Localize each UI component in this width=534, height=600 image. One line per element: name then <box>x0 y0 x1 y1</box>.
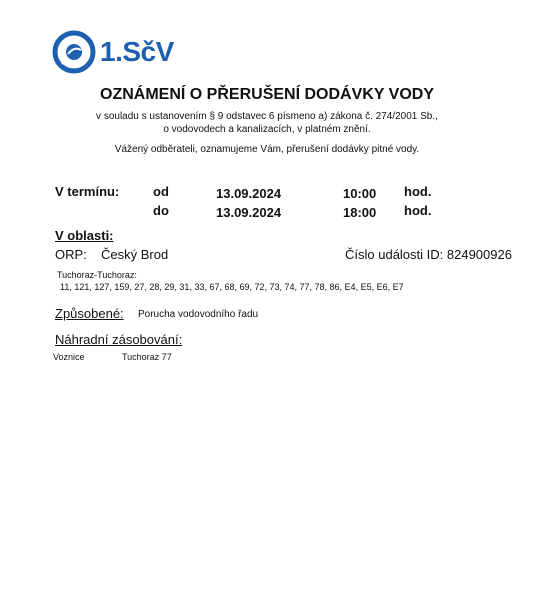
company-logo <box>52 30 182 76</box>
term-to-word: do <box>153 203 169 218</box>
cause-label: Způsobené: <box>55 306 124 321</box>
replacement-location: Tuchoraz 77 <box>122 352 172 362</box>
locality-name: Tuchoraz-Tuchoraz: <box>57 270 137 280</box>
house-numbers: 11, 121, 127, 159, 27, 28, 29, 31, 33, 67, 68, 69, 72, 73, 74, 77, 78, 86, E4, E5, E6, E7 <box>60 282 404 292</box>
event-id: Číslo události ID: 824900926 <box>345 247 512 262</box>
term-label: V termínu: <box>55 184 120 199</box>
area-label: V oblasti: <box>55 228 114 243</box>
logo-text: 1.SčV <box>100 36 174 67</box>
replacement-label: Náhradní zásobování: <box>55 332 183 347</box>
term-to-date: 13.09.2024 <box>216 205 282 220</box>
greeting-text: Vážený odběrateli, oznamujeme Vám, přerušení dodávky pitné vody. <box>114 144 420 155</box>
logo-swirl-icon <box>52 30 96 74</box>
replacement-place: Voznice <box>53 352 85 362</box>
term-from-unit: hod. <box>404 184 432 199</box>
law-reference-line1: v souladu s ustanovením § 9 odstavec 6 písmeno a) zákona č. 274/2001 Sb., <box>96 111 438 122</box>
law-reference-line2: o vodovodech a kanalizacích, v platném znění. <box>163 124 371 135</box>
term-to-time: 18:00 <box>343 205 377 220</box>
term-from-word: od <box>153 184 169 199</box>
term-from-date: 13.09.2024 <box>216 186 282 201</box>
orp-label: ORP: <box>55 247 87 262</box>
orp-value: Český Brod <box>101 247 169 262</box>
cause-value: Porucha vodovodního řadu <box>138 309 259 320</box>
term-to-unit: hod. <box>404 203 432 218</box>
notice-title: OZNÁMENÍ O PŘERUŠENÍ DODÁVKY VODY <box>100 86 434 103</box>
term-from-time: 10:00 <box>343 186 377 201</box>
